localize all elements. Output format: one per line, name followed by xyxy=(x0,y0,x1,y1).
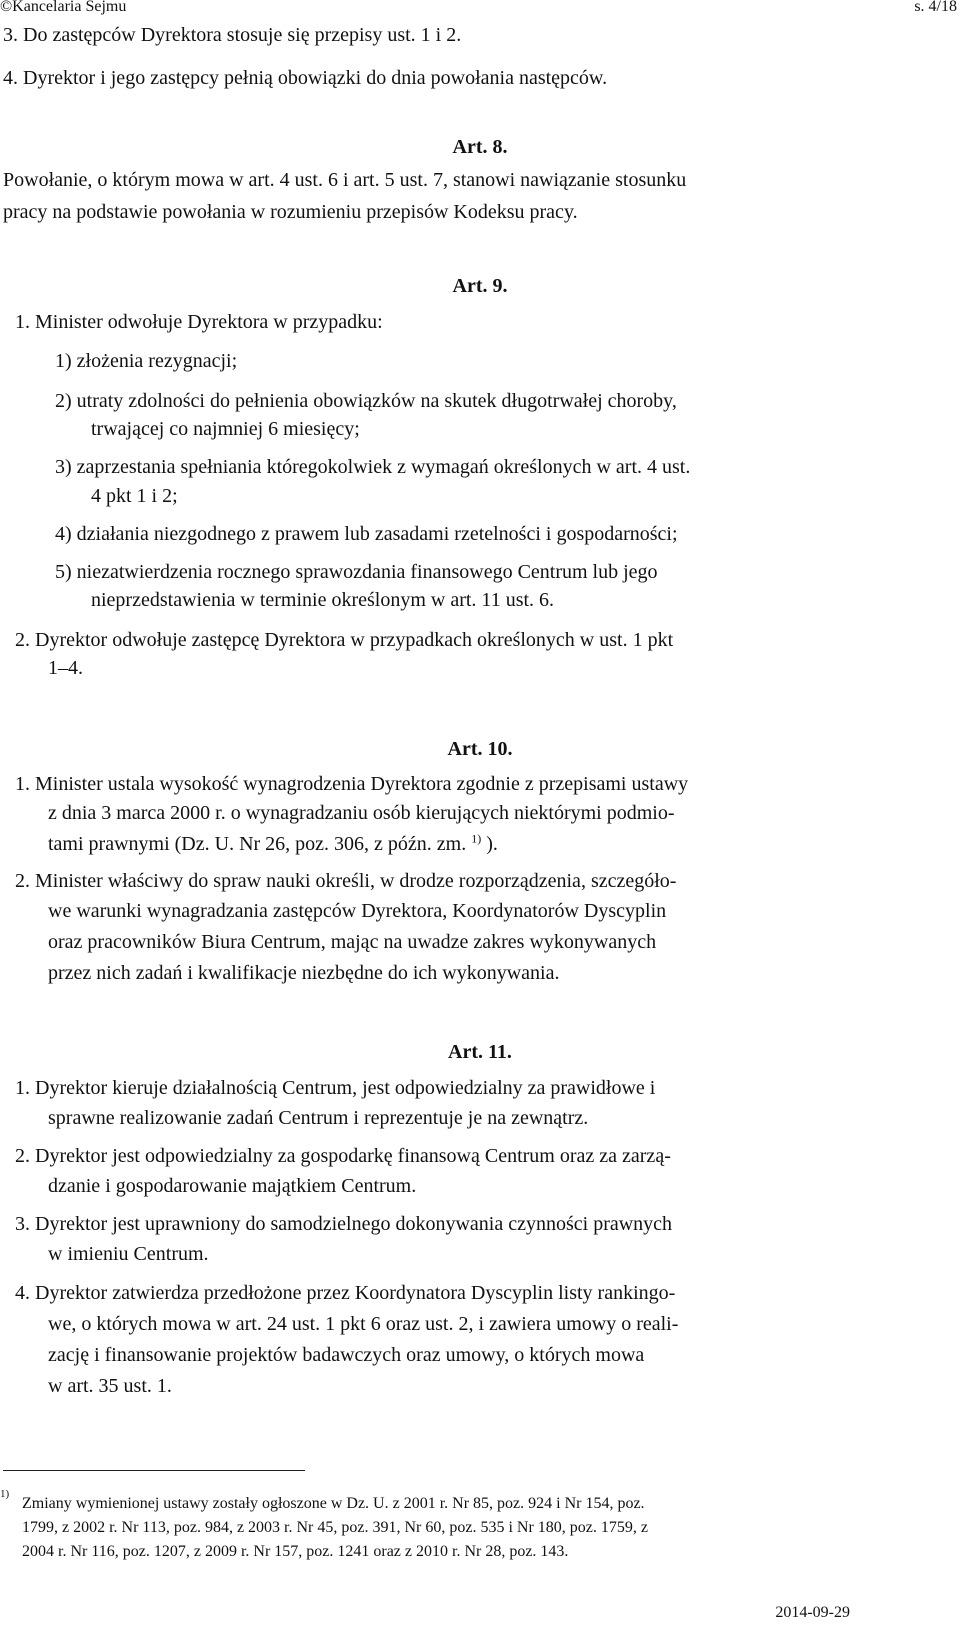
paragraph-4: 4. Dyrektor i jego zastępcy pełnią obowiązki do dnia powołania następców. xyxy=(3,67,608,89)
article-10-par-1-text: tami prawnymi (Dz. U. Nr 26, poz. 306, z późn. zm. xyxy=(48,833,467,855)
article-9-item-4: 4) działania niezgodnego z prawem lub zasadami rzetelności i gospodarności; xyxy=(55,523,678,545)
article-8-line-2: pracy na podstawie powołania w rozumieniu przepisów Kodeksu pracy. xyxy=(3,201,578,223)
article-10-par-2-line-3: oraz pracowników Biura Centrum, mając na uwadze zakres wykonywanych xyxy=(48,931,657,953)
article-9-item-5-line-1: 5) niezatwierdzenia rocznego sprawozdania finansowego Centrum lub jego xyxy=(55,561,658,583)
article-10-par-1-line-2: z dnia 3 marca 2000 r. o wynagradzaniu osób kierujących niektórymi podmio- xyxy=(48,802,675,824)
article-11-par-2-line-1: 2. Dyrektor jest odpowiedzialny za gospodarkę finansową Centrum oraz za zarzą- xyxy=(15,1145,671,1167)
article-9-item-2-line-1: 2) utraty zdolności do pełnienia obowiązków na skutek długotrwałej choroby, xyxy=(55,390,677,412)
document-date: 2014-09-29 xyxy=(775,1604,850,1621)
article-11-title: Art. 11. xyxy=(448,1041,512,1063)
footnote-line-3: 2004 r. Nr 116, poz. 1207, z 2009 r. Nr 157, poz. 1241 oraz z 2010 r. Nr 28, poz. 143. xyxy=(22,1543,569,1560)
article-10-par-2-line-4: przez nich zadań i kwalifikacje niezbędne do ich wykonywania. xyxy=(48,962,560,984)
copyright-label: ©Kancelaria Sejmu xyxy=(0,0,127,15)
article-9-item-1: 1) złożenia rezygnacji; xyxy=(55,350,238,372)
article-9-item-3-line-2: 4 pkt 1 i 2; xyxy=(91,485,178,507)
article-11-par-4-line-3: zację i finansowanie projektów badawczych oraz umowy, o których mowa xyxy=(48,1344,645,1366)
article-10-par-2-line-2: we warunki wynagradzania zastępców Dyrektora, Koordynatorów Dyscyplin xyxy=(48,900,667,922)
article-10-par-1-line-1: 1. Minister ustala wysokość wynagrodzenia Dyrektora zgodnie z przepisami ustawy xyxy=(15,773,689,795)
article-8-line-1: Powołanie, o którym mowa w art. 4 ust. 6 i art. 5 ust. 7, stanowi nawiązanie stosunku xyxy=(3,169,687,191)
article-9-item-5-line-2: nieprzedstawienia w terminie określonym w art. 11 ust. 6. xyxy=(91,589,555,611)
article-11-par-4-line-2: we, o których mowa w art. 24 ust. 1 pkt 6 oraz ust. 2, i zawiera umowy o reali- xyxy=(48,1313,679,1335)
footnote-line-2: 1799, z 2002 r. Nr 113, poz. 984, z 2003 r. Nr 45, poz. 391, Nr 60, poz. 535 i Nr 180, poz. 1759, z xyxy=(22,1519,648,1536)
article-11-par-2-line-2: dzanie i gospodarowanie majątkiem Centrum. xyxy=(48,1175,417,1197)
article-10-par-1-end: ). xyxy=(486,833,498,855)
article-11-par-1-line-1: 1. Dyrektor kieruje działalnością Centrum, jest odpowiedzialny za prawidłowe i xyxy=(15,1077,656,1099)
article-11-par-3-line-1: 3. Dyrektor jest uprawniony do samodzielnego dokonywania czynności prawnych xyxy=(15,1213,673,1235)
article-9-item-2-line-2: trwającej co najmniej 6 miesięcy; xyxy=(91,418,360,440)
article-11-par-4-line-4: w art. 35 ust. 1. xyxy=(48,1375,172,1397)
article-8-title: Art. 8. xyxy=(452,136,508,158)
footnote-marker: 1) xyxy=(0,1488,10,1500)
article-9-par-2-line-1: 2. Dyrektor odwołuje zastępcę Dyrektora w przypadkach określonych w ust. 1 pkt xyxy=(15,629,674,651)
article-9-par-2-line-2: 1–4. xyxy=(48,657,83,679)
article-9-item-3-line-1: 3) zaprzestania spełniania któregokolwiek z wymagań określonych w art. 4 ust. xyxy=(55,456,691,478)
footnote-ref-1: 1) xyxy=(471,831,482,846)
paragraph-3: 3. Do zastępców Dyrektora stosuje się przepisy ust. 1 i 2. xyxy=(3,24,462,46)
article-11-par-3-line-2: w imieniu Centrum. xyxy=(48,1243,209,1265)
article-10-par-1-line-3 xyxy=(48,828,498,860)
article-10-title: Art. 10. xyxy=(447,738,513,760)
article-11-par-4-line-1: 4. Dyrektor zatwierdza przedłożone przez Koordynatora Dyscyplin listy rankingo- xyxy=(15,1282,676,1304)
article-10-par-2-line-1: 2. Minister właściwy do spraw nauki określi, w drodze rozporządzenia, szczegóło- xyxy=(15,870,677,892)
footnote-line-1: Zmiany wymienionej ustawy zostały ogłoszone w Dz. U. z 2001 r. Nr 85, poz. 924 i Nr 154, poz. xyxy=(22,1495,645,1512)
footnote-separator xyxy=(3,1470,305,1471)
article-11-par-1-line-2: sprawne realizowanie zadań Centrum i reprezentuje je na zewnątrz. xyxy=(48,1107,589,1129)
page-number: s. 4/18 xyxy=(914,0,957,15)
article-9-title: Art. 9. xyxy=(452,275,508,297)
article-9-par-1: 1. Minister odwołuje Dyrektora w przypadku: xyxy=(15,311,383,333)
